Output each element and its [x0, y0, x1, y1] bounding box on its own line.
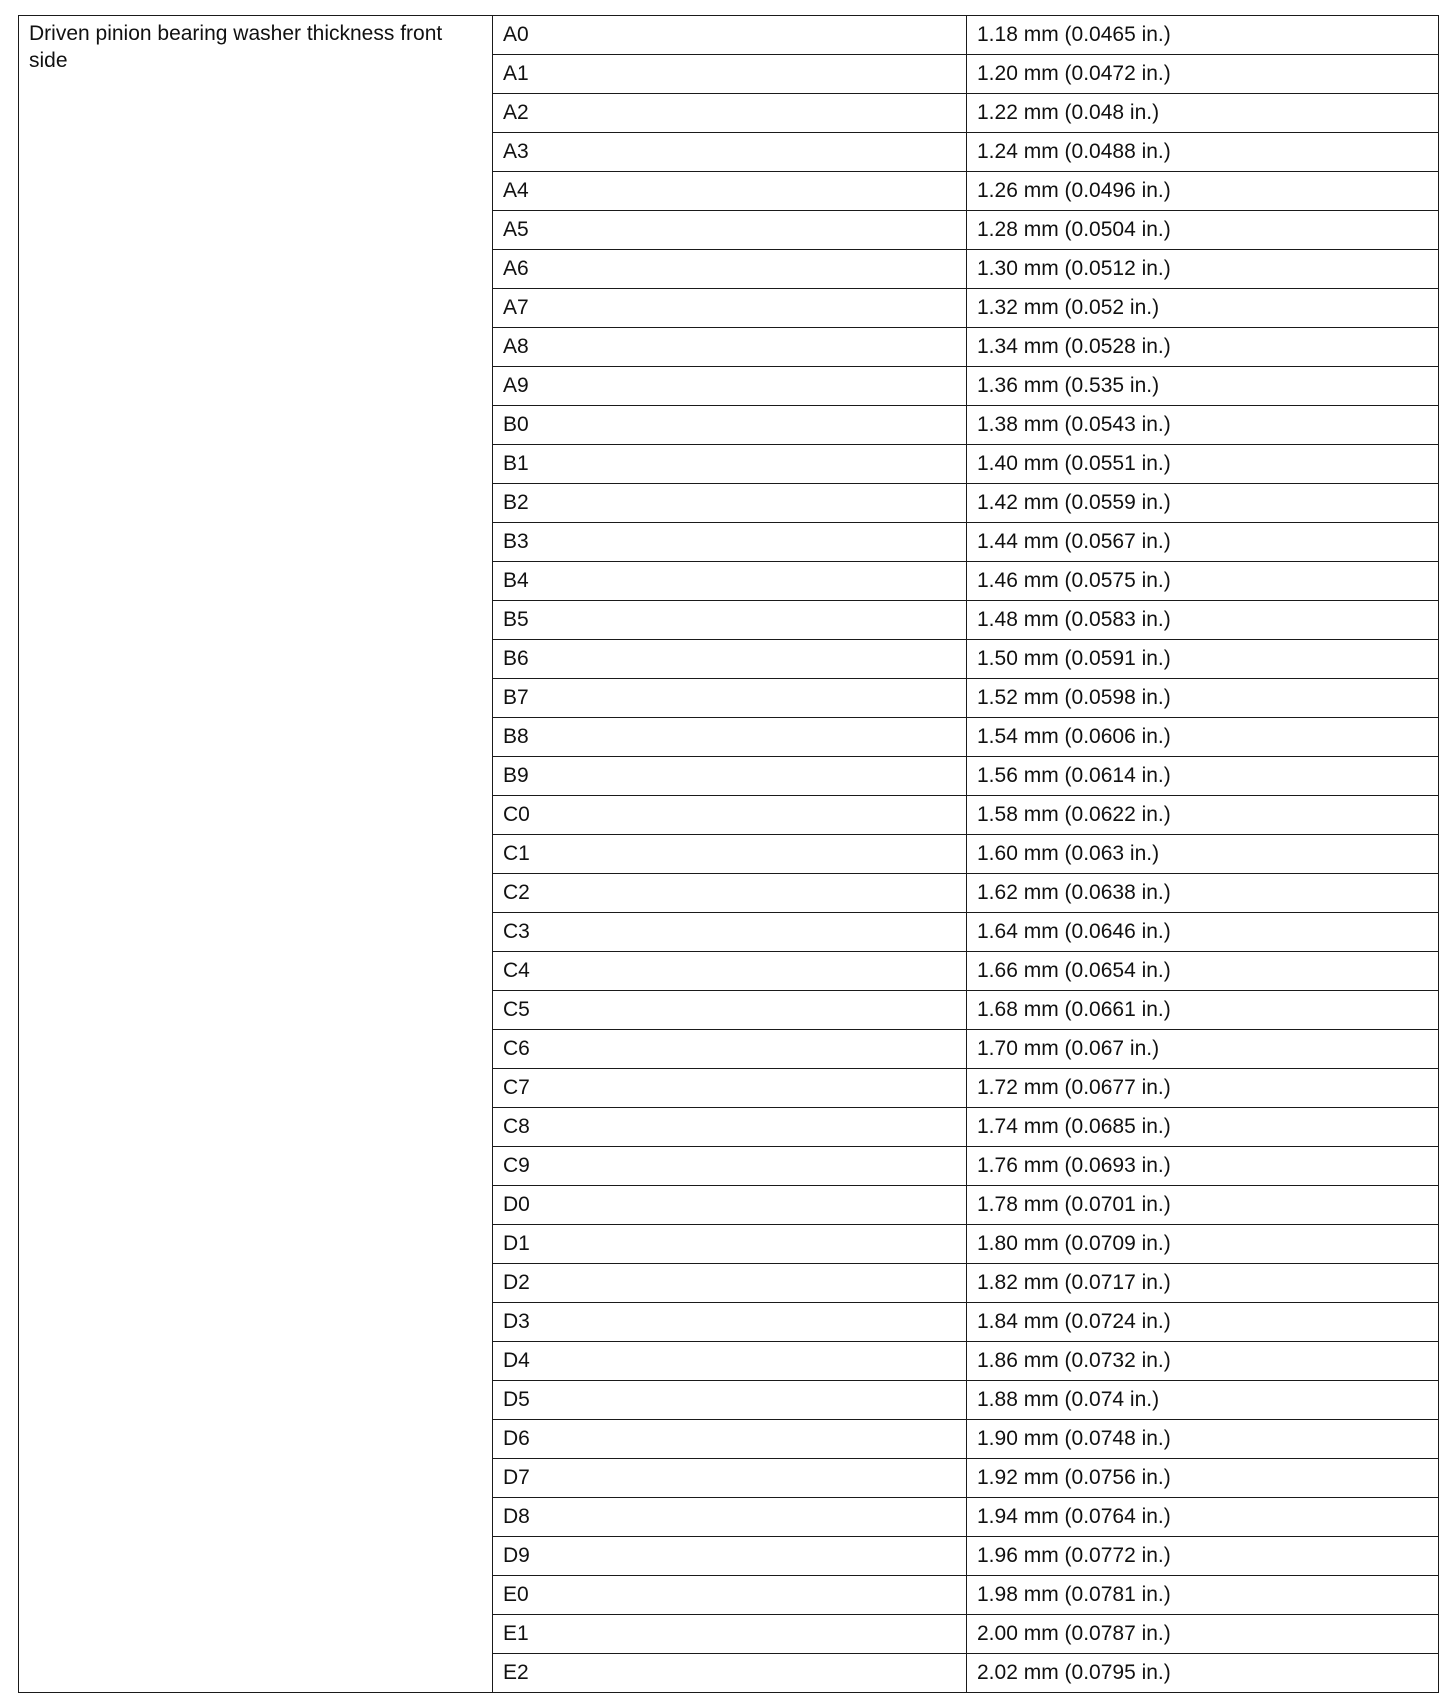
washer-thickness-cell: 2.02 mm (0.0795 in.)	[967, 1654, 1439, 1693]
washer-code-cell: B2	[493, 484, 967, 523]
washer-code-cell: D5	[493, 1381, 967, 1420]
washer-thickness-cell: 1.56 mm (0.0614 in.)	[967, 757, 1439, 796]
washer-thickness-cell: 1.38 mm (0.0543 in.)	[967, 406, 1439, 445]
washer-thickness-cell: 1.50 mm (0.0591 in.)	[967, 640, 1439, 679]
washer-code-cell: E1	[493, 1615, 967, 1654]
washer-code-cell: A4	[493, 172, 967, 211]
washer-thickness-cell: 1.42 mm (0.0559 in.)	[967, 484, 1439, 523]
washer-code-cell: C2	[493, 874, 967, 913]
washer-code-cell: A0	[493, 16, 967, 55]
washer-thickness-cell: 1.44 mm (0.0567 in.)	[967, 523, 1439, 562]
washer-code-cell: A3	[493, 133, 967, 172]
washer-thickness-cell: 1.54 mm (0.0606 in.)	[967, 718, 1439, 757]
table-body	[19, 16, 1439, 1693]
washer-code-cell: C9	[493, 1147, 967, 1186]
washer-thickness-cell: 1.20 mm (0.0472 in.)	[967, 55, 1439, 94]
washer-code-cell: A6	[493, 250, 967, 289]
washer-code-cell: D8	[493, 1498, 967, 1537]
washer-thickness-cell: 1.60 mm (0.063 in.)	[967, 835, 1439, 874]
washer-code-cell: A1	[493, 55, 967, 94]
washer-code-cell: B9	[493, 757, 967, 796]
washer-thickness-cell: 1.58 mm (0.0622 in.)	[967, 796, 1439, 835]
washer-thickness-cell: 1.74 mm (0.0685 in.)	[967, 1108, 1439, 1147]
washer-code-cell: D0	[493, 1186, 967, 1225]
washer-thickness-table	[18, 15, 1439, 1693]
washer-thickness-cell: 1.40 mm (0.0551 in.)	[967, 445, 1439, 484]
washer-code-cell: B4	[493, 562, 967, 601]
washer-code-cell: D2	[493, 1264, 967, 1303]
washer-thickness-cell: 1.48 mm (0.0583 in.)	[967, 601, 1439, 640]
washer-thickness-cell: 1.66 mm (0.0654 in.)	[967, 952, 1439, 991]
washer-thickness-cell: 1.82 mm (0.0717 in.)	[967, 1264, 1439, 1303]
washer-thickness-cell: 1.62 mm (0.0638 in.)	[967, 874, 1439, 913]
washer-thickness-cell: 1.22 mm (0.048 in.)	[967, 94, 1439, 133]
washer-code-cell: A9	[493, 367, 967, 406]
washer-code-cell: E0	[493, 1576, 967, 1615]
washer-thickness-cell: 1.24 mm (0.0488 in.)	[967, 133, 1439, 172]
washer-code-cell: B1	[493, 445, 967, 484]
washer-code-cell: A7	[493, 289, 967, 328]
spec-label-cell: Driven pinion bearing washer thickness front side	[19, 16, 493, 1693]
washer-thickness-cell: 1.18 mm (0.0465 in.)	[967, 16, 1439, 55]
washer-code-cell: A2	[493, 94, 967, 133]
washer-thickness-cell: 1.96 mm (0.0772 in.)	[967, 1537, 1439, 1576]
washer-code-cell: D7	[493, 1459, 967, 1498]
washer-code-cell: C5	[493, 991, 967, 1030]
washer-code-cell: A8	[493, 328, 967, 367]
washer-thickness-cell: 1.68 mm (0.0661 in.)	[967, 991, 1439, 1030]
washer-code-cell: B3	[493, 523, 967, 562]
washer-thickness-cell: 1.90 mm (0.0748 in.)	[967, 1420, 1439, 1459]
washer-thickness-cell: 1.52 mm (0.0598 in.)	[967, 679, 1439, 718]
washer-thickness-cell: 1.28 mm (0.0504 in.)	[967, 211, 1439, 250]
washer-code-cell: C3	[493, 913, 967, 952]
washer-code-cell: D9	[493, 1537, 967, 1576]
washer-thickness-cell: 1.70 mm (0.067 in.)	[967, 1030, 1439, 1069]
washer-thickness-cell: 1.72 mm (0.0677 in.)	[967, 1069, 1439, 1108]
washer-code-cell: B7	[493, 679, 967, 718]
washer-code-cell: B8	[493, 718, 967, 757]
table-row	[19, 16, 1439, 55]
washer-thickness-cell: 1.34 mm (0.0528 in.)	[967, 328, 1439, 367]
washer-code-cell: C7	[493, 1069, 967, 1108]
washer-thickness-cell: 1.98 mm (0.0781 in.)	[967, 1576, 1439, 1615]
washer-code-cell: D3	[493, 1303, 967, 1342]
washer-code-cell: A5	[493, 211, 967, 250]
washer-thickness-cell: 1.36 mm (0.535 in.)	[967, 367, 1439, 406]
washer-code-cell: D1	[493, 1225, 967, 1264]
washer-code-cell: B6	[493, 640, 967, 679]
washer-thickness-cell: 1.78 mm (0.0701 in.)	[967, 1186, 1439, 1225]
washer-thickness-cell: 1.32 mm (0.052 in.)	[967, 289, 1439, 328]
washer-thickness-cell: 1.76 mm (0.0693 in.)	[967, 1147, 1439, 1186]
washer-thickness-cell: 1.92 mm (0.0756 in.)	[967, 1459, 1439, 1498]
washer-code-cell: C8	[493, 1108, 967, 1147]
washer-thickness-cell: 1.46 mm (0.0575 in.)	[967, 562, 1439, 601]
washer-thickness-cell: 1.80 mm (0.0709 in.)	[967, 1225, 1439, 1264]
washer-code-cell: D6	[493, 1420, 967, 1459]
washer-thickness-cell: 1.88 mm (0.074 in.)	[967, 1381, 1439, 1420]
washer-code-cell: D4	[493, 1342, 967, 1381]
washer-thickness-cell: 1.94 mm (0.0764 in.)	[967, 1498, 1439, 1537]
washer-code-cell: E2	[493, 1654, 967, 1693]
washer-code-cell: C0	[493, 796, 967, 835]
washer-thickness-cell: 1.26 mm (0.0496 in.)	[967, 172, 1439, 211]
washer-thickness-cell: 1.86 mm (0.0732 in.)	[967, 1342, 1439, 1381]
washer-code-cell: C4	[493, 952, 967, 991]
washer-code-cell: C6	[493, 1030, 967, 1069]
washer-code-cell: C1	[493, 835, 967, 874]
washer-thickness-cell: 1.64 mm (0.0646 in.)	[967, 913, 1439, 952]
washer-thickness-cell: 1.84 mm (0.0724 in.)	[967, 1303, 1439, 1342]
washer-code-cell: B5	[493, 601, 967, 640]
washer-code-cell: B0	[493, 406, 967, 445]
washer-thickness-cell: 1.30 mm (0.0512 in.)	[967, 250, 1439, 289]
washer-thickness-cell: 2.00 mm (0.0787 in.)	[967, 1615, 1439, 1654]
